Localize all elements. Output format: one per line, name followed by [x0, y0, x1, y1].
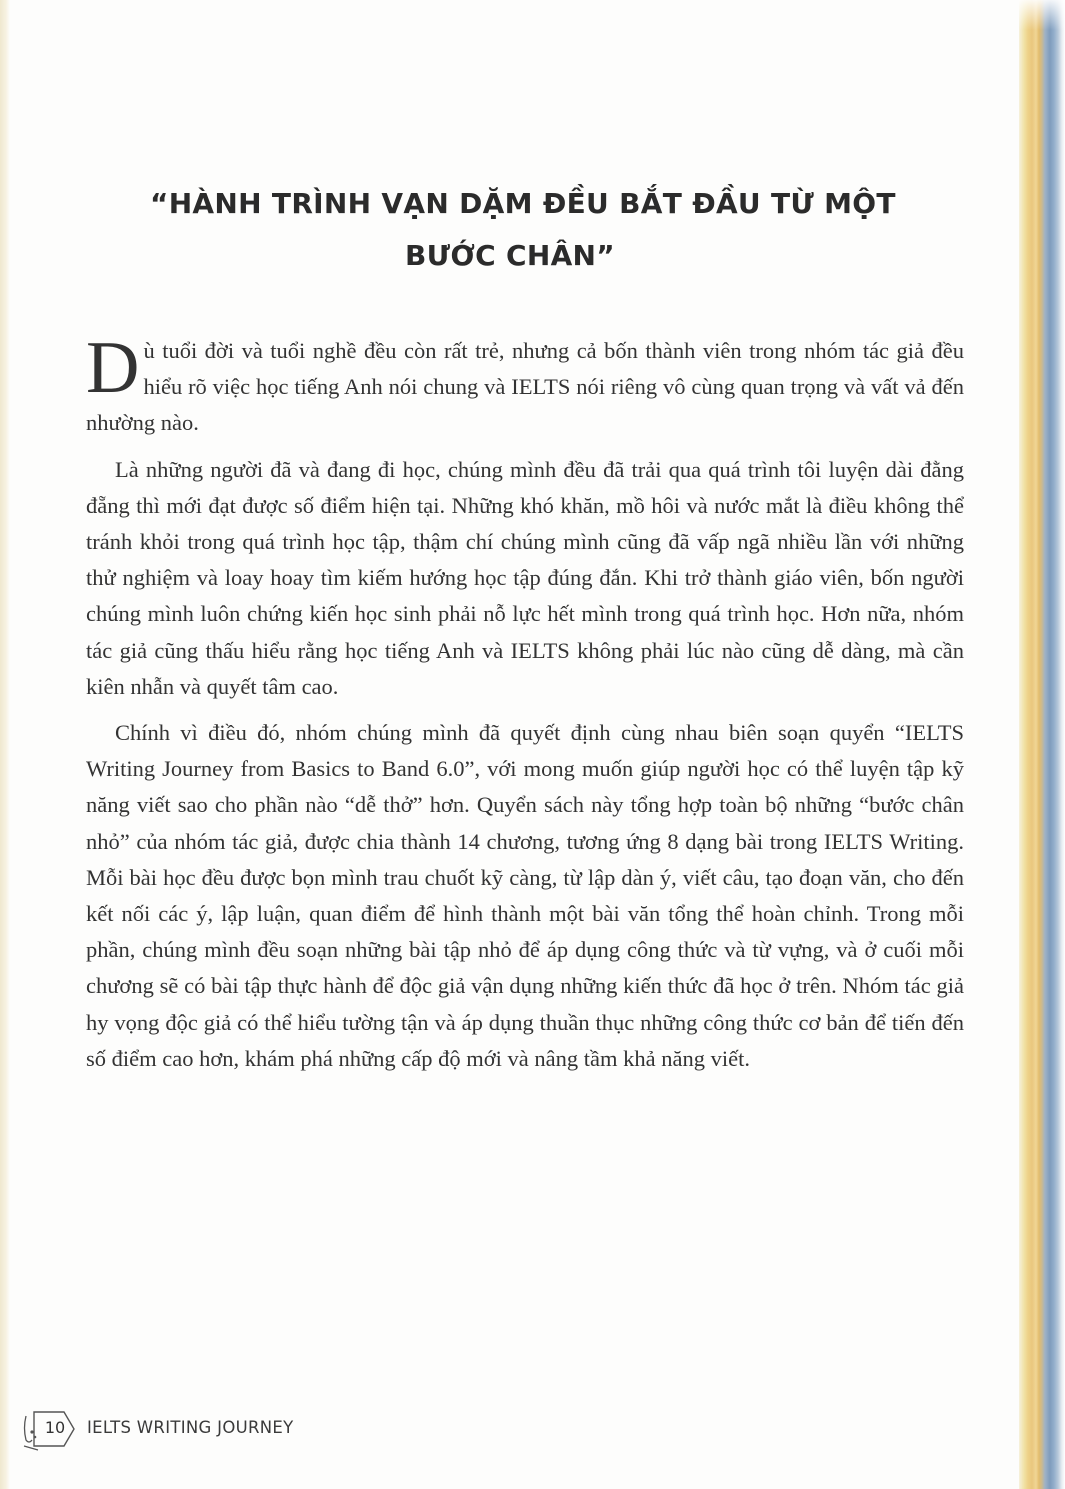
book-spine-edge: [1019, 0, 1065, 1489]
running-title: IELTS WRITING JOURNEY: [87, 1418, 294, 1437]
scan-left-edge: [0, 0, 10, 1489]
page-footer: [20, 1406, 420, 1456]
page-title: [150, 178, 896, 282]
paragraph-2: Là những người đã và đang đi học, chúng mình đều đã trải qua quá trình tôi luyện dài đằng đẵng thì mới đạt được số điểm hiện tại. Những khó khăn, mồ hôi và nước mắt là điều không thể tránh khỏi trong quá trình học tập, thậm chí chúng mình cũng đã vấp ngã nhiều lần với những thử nghiệm và loay hoay tìm kiếm hướng học tập đúng đắn. Khi trở thành giáo viên, bốn người chúng mình luôn chứng kiến học sinh phải nỗ lực hết mình trong quá trình học. Hơn nữa, nhóm tác giả cũng thấu hiểu rằng học tiếng Anh và IELTS không phải lúc nào cũng dễ dàng, mà cần kiên nhẫn và quyết tâm cao.: [86, 456, 964, 699]
book-spine-edge-highlight: [1019, 0, 1065, 30]
paragraph-3: Chính vì điều đó, nhóm chúng mình đã quyết định cùng nhau biên soạn quyển “IELTS Writing Journey from Basics to Band 6.0”, với mong muốn giúp người học có thể luyện tập kỹ năng viết sao cho phần nào “dễ thở” hơn. Quyển sách này tổng hợp toàn bộ những “bước chân nhỏ” của nhóm tác giả, được chia thành 14 chương, tương ứng 8 dạng bài trong IELTS Writing. Mỗi bài học đều được bọn mình trau chuốt kỹ càng, từ lập dàn ý, viết câu, tạo đoạn văn, cho đến kết nối các ý, lập luận, quan điểm để hình thành một bài văn tổng thể hoàn chỉnh. Trong mỗi phần, chúng mình đều soạn những bài tập nhỏ để áp dụng công thức và từ vựng, và ở cuối mỗi chương sẽ có bài tập thực hành để độc giả vận dụng những kiến thức đã học ở trên. Nhóm tác giả hy vọng độc giả có thể hiểu tường tận và áp dụng thuần thục những công thức cơ bản để tiến đến số điểm cao hơn, khám phá những cấp độ mới và nâng tầm khả năng viết.: [86, 720, 964, 1071]
page-number: 10: [44, 1418, 66, 1437]
paragraph-1: [86, 327, 964, 442]
page-title-line-2: BƯỚC CHÂN”: [405, 239, 615, 272]
paragraph-1-text: ù tuổi đời và tuổi nghề đều còn rất trẻ, nhưng cả bốn thành viên trong nhóm tác giả đều hiểu rõ việc học tiếng Anh nói chung và IELTS nói riêng vô cùng quan trọng và vất vả đến nhường nào.: [86, 338, 964, 436]
page-title-line-1: “HÀNH TRÌNH VẠN DẶM ĐỀU BẮT ĐẦU TỪ MỘT: [150, 187, 896, 220]
drop-cap: D: [86, 327, 140, 409]
page-body: [86, 327, 964, 1087]
